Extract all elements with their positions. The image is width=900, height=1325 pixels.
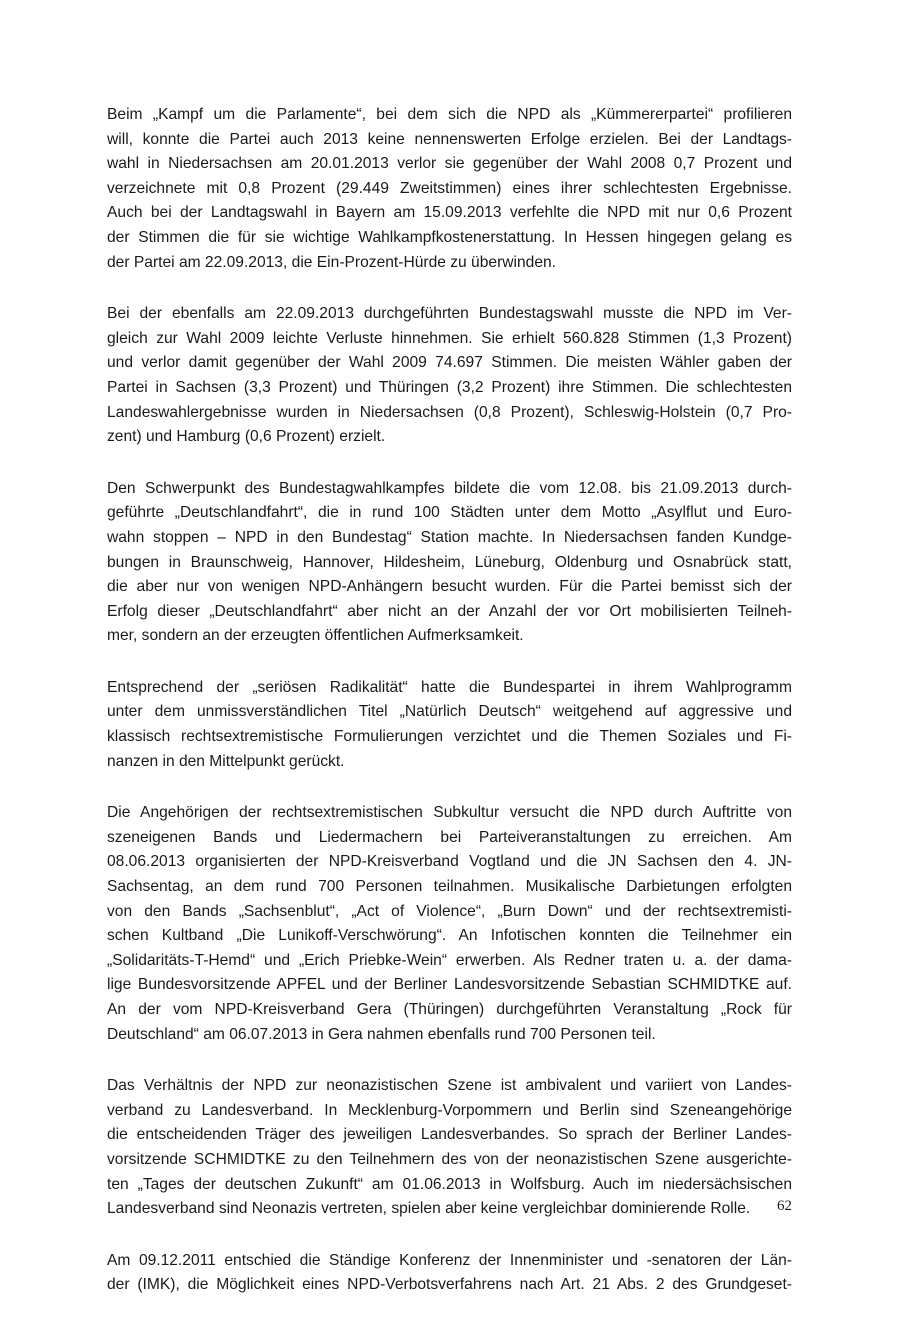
text-line: Entsprechend der „seriösen Radikalität“ hatte die Bundespartei in ihrem Wahlprogramm (107, 678, 792, 696)
text-line: Beim „Kampf um die Parlamente“, bei dem sich die NPD als „Kümmererpartei“ profilieren (107, 106, 792, 123)
text-line: Den Schwerpunkt des Bundestagwahlkampfes bildete die vom 12.08. bis 21.09.2013 durch- (107, 479, 792, 497)
text-line: klassisch rechtsextremistische Formulierungen verzichtet und die Themen Soziales und Fi- (107, 728, 792, 746)
text-line: Erfolg dieser „Deutschlandfahrt“ aber nicht an der Anzahl der vor Ort mobilisierten Teilneh- (107, 602, 792, 620)
text-line: geführte „Deutschlandfahrt“, die in rund 100 Städten unter dem Motto „Asylflut und Euro- (107, 504, 792, 522)
text-line: Am 09.12.2011 entschied die Ständige Konferenz der Innenminister und -senatoren der Län- (107, 1251, 792, 1269)
text-line: Partei in Sachsen (3,3 Prozent) und Thüringen (3,2 Prozent) ihre Stimmen. Die schlechtesten (107, 378, 792, 396)
text-line: der Partei am 22.09.2013, die Ein-Prozent-Hürde zu überwinden. (107, 253, 557, 271)
text-line: wahn stoppen – NPD in den Bundestag“ Station machte. In Niedersachsen fanden Kundge- (107, 528, 792, 546)
text-line: schen Kultband „Die Lunikoff-Verschwörung“. An Infotischen konnten die Teilnehmer ein (107, 927, 792, 945)
text-line: der Stimmen die für sie wichtige Wahlkampfkostenerstattung. In Hessen hingegen gelang es (107, 228, 792, 246)
text-line: szeneigenen Bands und Liedermachern bei Parteiveranstaltungen zu erreichen. Am (107, 828, 792, 846)
text-line: will, konnte die Partei auch 2013 keine nennenswerten Erfolge erzielen. Bei der Landtags- (107, 130, 792, 148)
text-line: ten „Tages der deutschen Zukunft“ am 01.06.2013 in Wolfsburg. Auch im niedersächsischen (107, 1175, 792, 1193)
text-line: zent) und Hamburg (0,6 Prozent) erzielt. (107, 428, 386, 446)
paragraph-2 (107, 302, 792, 450)
text-line: „Solidaritäts-T-Hemd“ und „Erich Priebke-Wein“ erwerben. Als Redner traten u. a. der dama- (107, 951, 792, 969)
text-line: die entscheidenden Träger des jeweiligen Landesverbandes. So sprach der Berliner Landes- (107, 1126, 792, 1144)
text-line: gleich zur Wahl 2009 leichte Verluste hinnehmen. Sie erhielt 560.828 Stimmen (1,3 Prozent) (107, 329, 792, 347)
text-line: Bei der ebenfalls am 22.09.2013 durchgeführten Bundestagswahl musste die NPD im Ver- (107, 305, 792, 323)
text-line: Das Verhältnis der NPD zur neonazistischen Szene ist ambivalent und variiert von Landes- (107, 1077, 792, 1095)
text-line: der (IMK), die Möglichkeit eines NPD-Verbotsverfahrens nach Art. 21 Abs. 2 des Grundgeset- (107, 1276, 792, 1294)
text-line: verband zu Landesverband. In Mecklenburg-Vorpommern und Berlin sind Szeneangehörige (107, 1101, 792, 1119)
text-line: lige Bundesvorsitzende APFEL und der Berliner Landesvorsitzende Sebastian SCHMIDTKE auf. (107, 976, 792, 994)
text-line: mer, sondern an der erzeugten öffentlichen Aufmerksamkeit. (107, 627, 524, 645)
paragraph-6 (107, 1074, 792, 1222)
paragraph-3 (107, 477, 792, 649)
text-line: bungen in Braunschweig, Hannover, Hildesheim, Lüneburg, Oldenburg und Osnabrück statt, (107, 553, 792, 571)
text-line: Landesverband sind Neonazis vertreten, spielen aber keine vergleichbar dominierende Rolle. (107, 1200, 751, 1218)
text-line: Auch bei der Landtagswahl in Bayern am 15.09.2013 verfehlte die NPD mit nur 0,6 Prozent (107, 204, 792, 222)
text-line: An der vom NPD-Kreisverband Gera (Thüringen) durchgeführten Veranstaltung „Rock für (107, 1001, 792, 1018)
text-line: 08.06.2013 organisierten der NPD-Kreisverband Vogtland und die JN Sachsen den 4. JN- (107, 853, 792, 871)
page-number: 62 (777, 1198, 792, 1214)
text-line: wahl in Niedersachsen am 20.01.2013 verlor sie gegenüber der Wahl 2008 0,7 Prozent und (107, 155, 792, 173)
text-line: vorsitzende SCHMIDTKE zu den Teilnehmern des von der neonazistischen Szene ausgerichte- (107, 1150, 792, 1168)
text-line: die aber nur von wenigen NPD-Anhängern besucht wurden. Für die Partei bemisst sich der (107, 578, 792, 596)
paragraph-1 (107, 103, 792, 275)
text-line: unter dem unmissverständlichen Titel „Natürlich Deutsch“ weitgehend auf aggressive und (107, 703, 792, 721)
text-line: Die Angehörigen der rechtsextremistischen Subkultur versucht die NPD durch Auftritte von (107, 804, 792, 822)
text-line: Landeswahlergebnisse wurden in Niedersachsen (0,8 Prozent), Schleswig-Holstein (0,7 Pro- (107, 403, 792, 421)
text-line: nanzen in den Mittelpunkt gerückt. (107, 752, 345, 770)
document-page (107, 103, 792, 1325)
text-line: Sachsentag, an dem rund 700 Personen teilnahmen. Musikalische Darbietungen erfolgten (107, 878, 792, 896)
text-line: verzeichnete mit 0,8 Prozent (29.449 Zweitstimmen) eines ihrer schlechtesten Ergebnisse. (107, 179, 792, 197)
text-line: von den Bands „Sachsenblut“, „Act of Violence“, „Burn Down“ und der rechtsextremisti- (107, 902, 792, 920)
paragraph-7 (107, 1249, 792, 1298)
text-line: und verlor damit gegenüber der Wahl 2009 74.697 Stimmen. Die meisten Wähler gaben der (107, 354, 792, 372)
text-line: Deutschland“ am 06.07.2013 in Gera nahmen ebenfalls rund 700 Personen teil. (107, 1025, 656, 1043)
paragraph-5 (107, 801, 792, 1047)
paragraph-4 (107, 676, 792, 774)
